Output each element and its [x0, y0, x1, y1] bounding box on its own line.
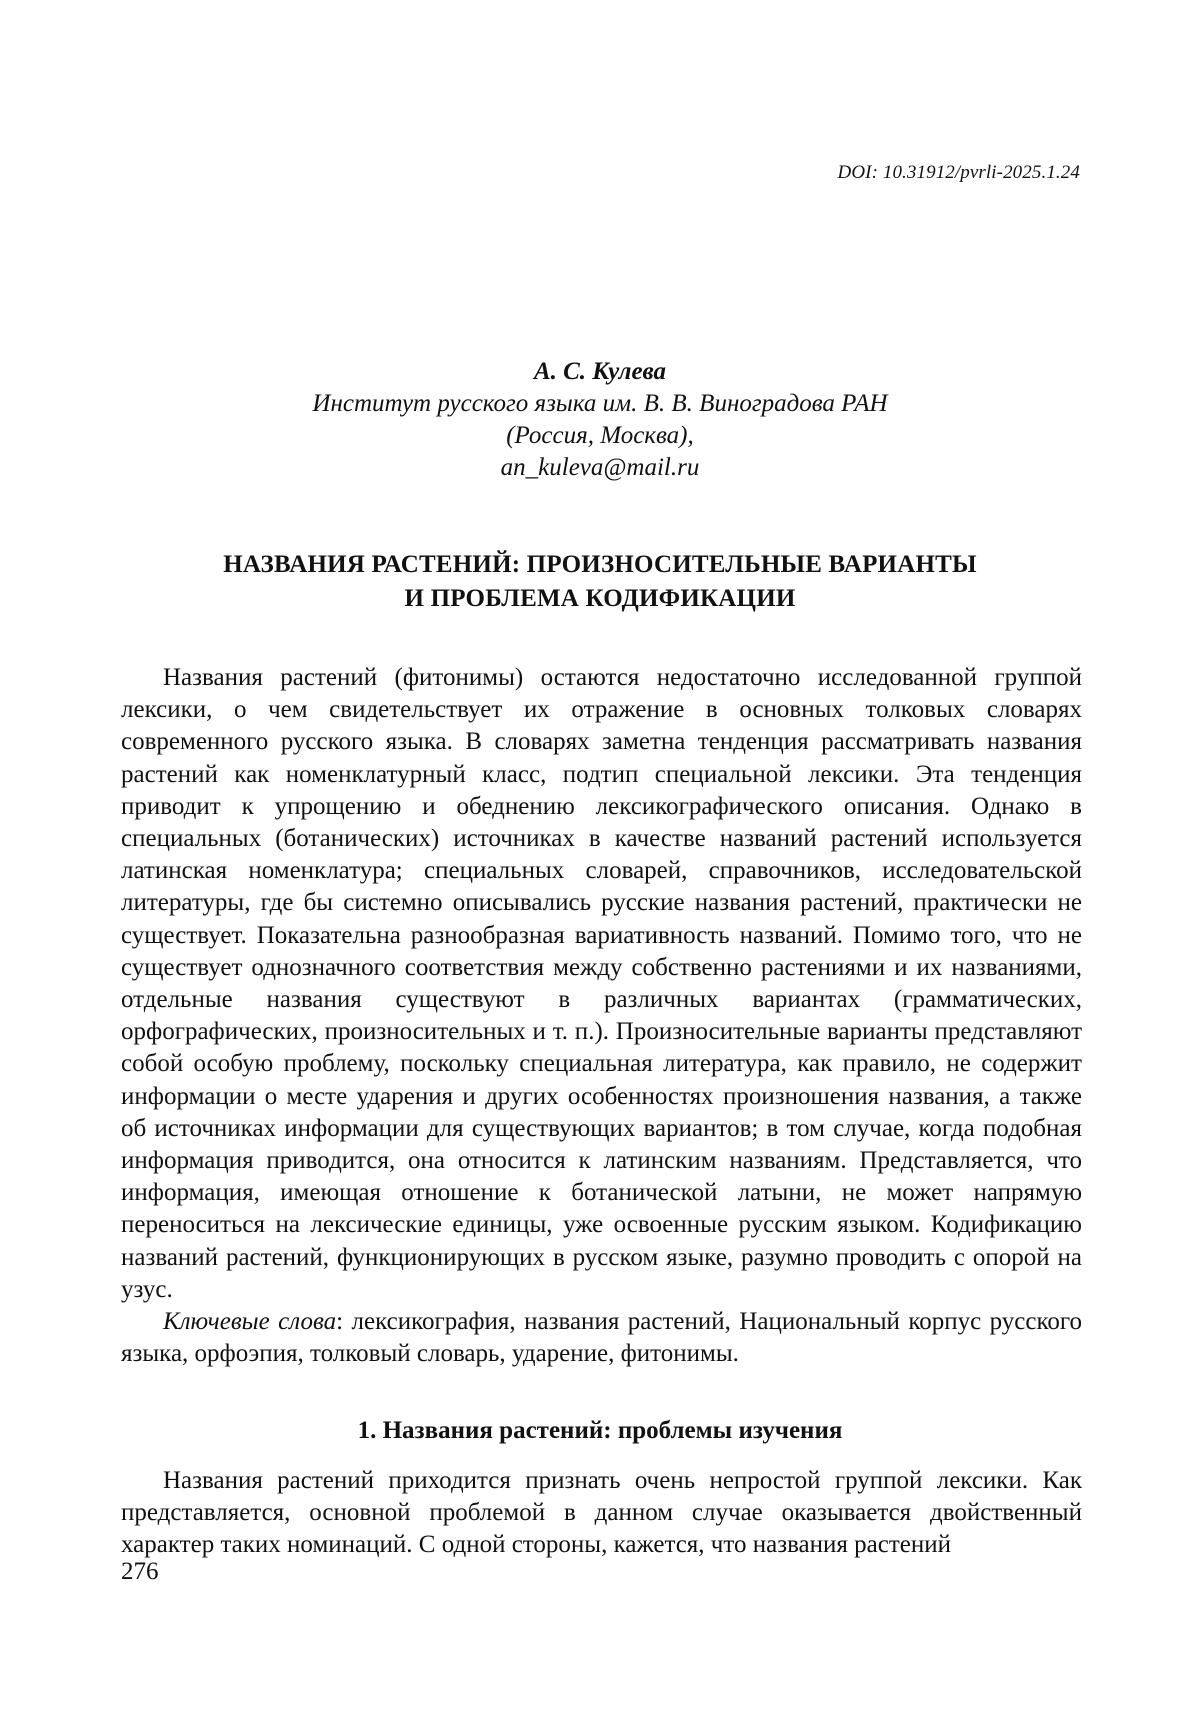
author-block [0, 356, 1200, 484]
page-number: 276 [121, 1558, 159, 1585]
section-heading: 1. Названия растений: проблемы изучения [357, 1417, 843, 1444]
doi-label: DOI: 10.31912/pvrli-2025.1.24 [837, 162, 1080, 183]
author-email: an_kuleva@mail.ru [500, 454, 700, 481]
author-affiliation: Институт русского языка им. В. В. Виноградова РАН [312, 390, 888, 417]
article-title-line2: И ПРОБЛЕМА КОДИФИКАЦИИ [404, 585, 796, 612]
abstract-block [121, 662, 1082, 1370]
article-title [0, 548, 1200, 616]
section-paragraph: Названия растений приходится признать очень непростой группой лексики. Как представляется, основной проблемой в данном случае оказывается двойственный характер таких номинаций. С одной стороны, кажется, что названия растений [121, 1467, 1082, 1559]
abstract-paragraph: Названия растений (фитонимы) остаются недостаточно исследованной группой лексики, о чем свидетельствует их отражение в основных толковых словарях современного русского языка. В словарях заметна тенденция рассматривать названия растений как номенклатурный класс, подтип специальной лексики. Эта тенденция приводит к упрощению и обеднению лексикографического описания. Однако в специальных (ботанических) источниках в качестве названий растений используется латинская номенклатура; специальных словарей, справочников, исследовательской литературы, где бы системно описывались русские названия растений, практически не существует. Показательна разнообразная вариативность названий. Помимо того, что не существует однозначного соответствия между собственно растениями и их названиями, отдельные названия существуют в различных вариантах (грамматических, орфографических, произносительных и т. п.). Произносительные варианты представляют собой особую проблему, поскольку специальная литература, как правило, не содержит информации о месте ударения и других особенностях произношения названия, а также об источниках информации для существующих вариантов; в том случае, когда подобная информация приводится, она относится к латинским названиям. Представляется, что информация, имеющая отношение к ботанической латыни, не может напрямую переноситься на лексические единицы, уже освоенные русским языком. Кодификацию названий растений, функционирующих в русском языке, разумно проводить с опорой на узус. [121, 664, 1082, 1303]
section-body [121, 1465, 1082, 1562]
keywords-paragraph [121, 1306, 1082, 1370]
article-title-line1: НАЗВАНИЯ РАСТЕНИЙ: ПРОИЗНОСИТЕЛЬНЫЕ ВАРИАНТЫ [223, 551, 977, 578]
author-location: (Россия, Москва), [506, 422, 694, 449]
keywords-label: Ключевые слова [163, 1308, 337, 1336]
author-name: А. С. Кулева [533, 358, 667, 385]
keywords-text: : лексикография, названия растений, Национальный корпус русского языка, орфоэпия, толковый словарь, ударение, фитонимы. [121, 1308, 1083, 1368]
